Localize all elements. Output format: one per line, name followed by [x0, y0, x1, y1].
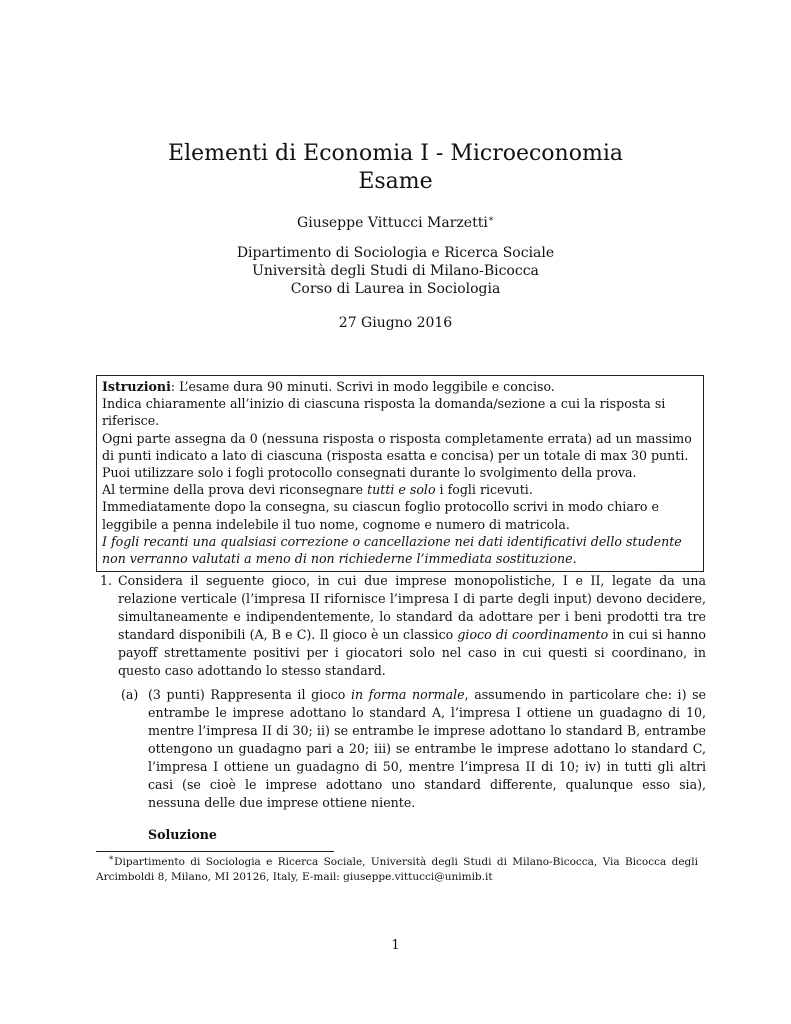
affiliation-line-2: Università degli Studi di Milano-Bicocca: [252, 263, 539, 279]
solution-heading: Soluzione: [148, 827, 217, 842]
instructions-box: [96, 375, 704, 572]
footnote: [96, 855, 698, 885]
author-footnote-mark: ∗: [487, 214, 494, 225]
instructions-label: Istruzioni: [102, 379, 171, 394]
exam-date: 27 Giugno 2016: [338, 315, 453, 331]
question-text: Considera il seguente gioco, in cui due imprese monopolistiche, I e II, legate da una relazione verticale (l’impresa II rifornisce l’impresa I di parte degli input) devono decidere, simultaneamente e indipendentemente, lo standard da adottare per i beni prodotti tra tre standard disponibili (A, B e C). Il gioco è un classico gioco di coordinamento in cui si hanno payoff strettamente positivi per i giocatori solo nel caso in cui questi si coordinano, in questo caso adottando lo stesso standard.: [118, 573, 706, 678]
question-1a: [96, 686, 706, 812]
title-line-2: Esame: [358, 169, 433, 194]
author: [0, 214, 791, 232]
affiliation-line-3: Corso di Laurea in Sociologia: [290, 281, 501, 297]
affiliation-line-1: Dipartimento di Sociologia e Ricerca Sociale: [236, 245, 555, 261]
instructions-line-5: Al termine della prova devi riconsegnare tutti e solo i fogli ricevuti.: [102, 482, 533, 498]
page-number: 1: [391, 938, 400, 953]
affiliation: [0, 244, 791, 298]
footnote-mark: ∗: [108, 853, 115, 864]
subquestion-label: (a): [121, 687, 139, 702]
footnote-text: Dipartimento di Sociologia e Ricerca Sociale, Università degli Studi di Milano-Bicocca, Via Bicocca degli Arcimboldi 8, Milano, MI 20126, Italy, E-mail: giuseppe.vittucci@unimib.it: [96, 856, 698, 883]
title-block: [0, 140, 791, 332]
author-name: Giuseppe Vittucci Marzetti: [297, 215, 488, 231]
footnote-rule: [96, 851, 334, 852]
instructions-line-6: Immediatamente dopo la consegna, su ciascun foglio protocollo scrivi in modo chiaro e leggibile a penna indelebile il tuo nome, cognome e numero di matricola.: [102, 499, 659, 532]
question-1: [96, 572, 706, 680]
instructions-line-4: Puoi utilizzare solo i fogli protocollo consegnati durante lo svolgimento della prova.: [102, 465, 637, 481]
question-list: [96, 572, 706, 812]
document-title: [0, 140, 791, 196]
instructions-line-7: I fogli recanti una qualsiasi correzione o cancellazione nei dati identificativi dello studente non verranno valutati a meno di non richiederne l’immediata sostituzione.: [102, 533, 682, 567]
instructions-line-3: Ogni parte assegna da 0 (nessuna risposta o risposta completamente errata) ad un massimo di punti indicato a lato di ciascuna (risposta esatta e concisa) per un totale di max 30 punti.: [102, 430, 692, 463]
subquestion-text: (3 punti) Rappresenta il gioco in forma normale, assumendo in particolare che: i) se entrambe le imprese adottano lo standard A, l’impresa I ottiene un guadagno di 10, mentre l’impresa II di 30; ii) se entrambe le imprese adottano lo standard B, entrambe ottengono un guadagno pari a 20; iii) se entrambe le imprese adottano lo standard C, l’impresa I ottiene un guadagno di 50, mentre l’impresa II di 10; iv) in tutti gli altri casi (se cioè le imprese adottano uno standard differente, qualunque esso sia), nessuna delle due imprese ottiene niente.: [148, 687, 706, 810]
instructions-line-2: Indica chiaramente all’inizio di ciascuna risposta la domanda/sezione a cui la risposta si riferisce.: [102, 396, 666, 429]
instructions-line-1: Istruzioni: L’esame dura 90 minuti. Scrivi in modo leggibile e conciso.: [102, 379, 555, 394]
question-number: 1.: [100, 573, 113, 588]
title-line-1: Elementi di Economia I - Microeconomia: [168, 141, 623, 166]
